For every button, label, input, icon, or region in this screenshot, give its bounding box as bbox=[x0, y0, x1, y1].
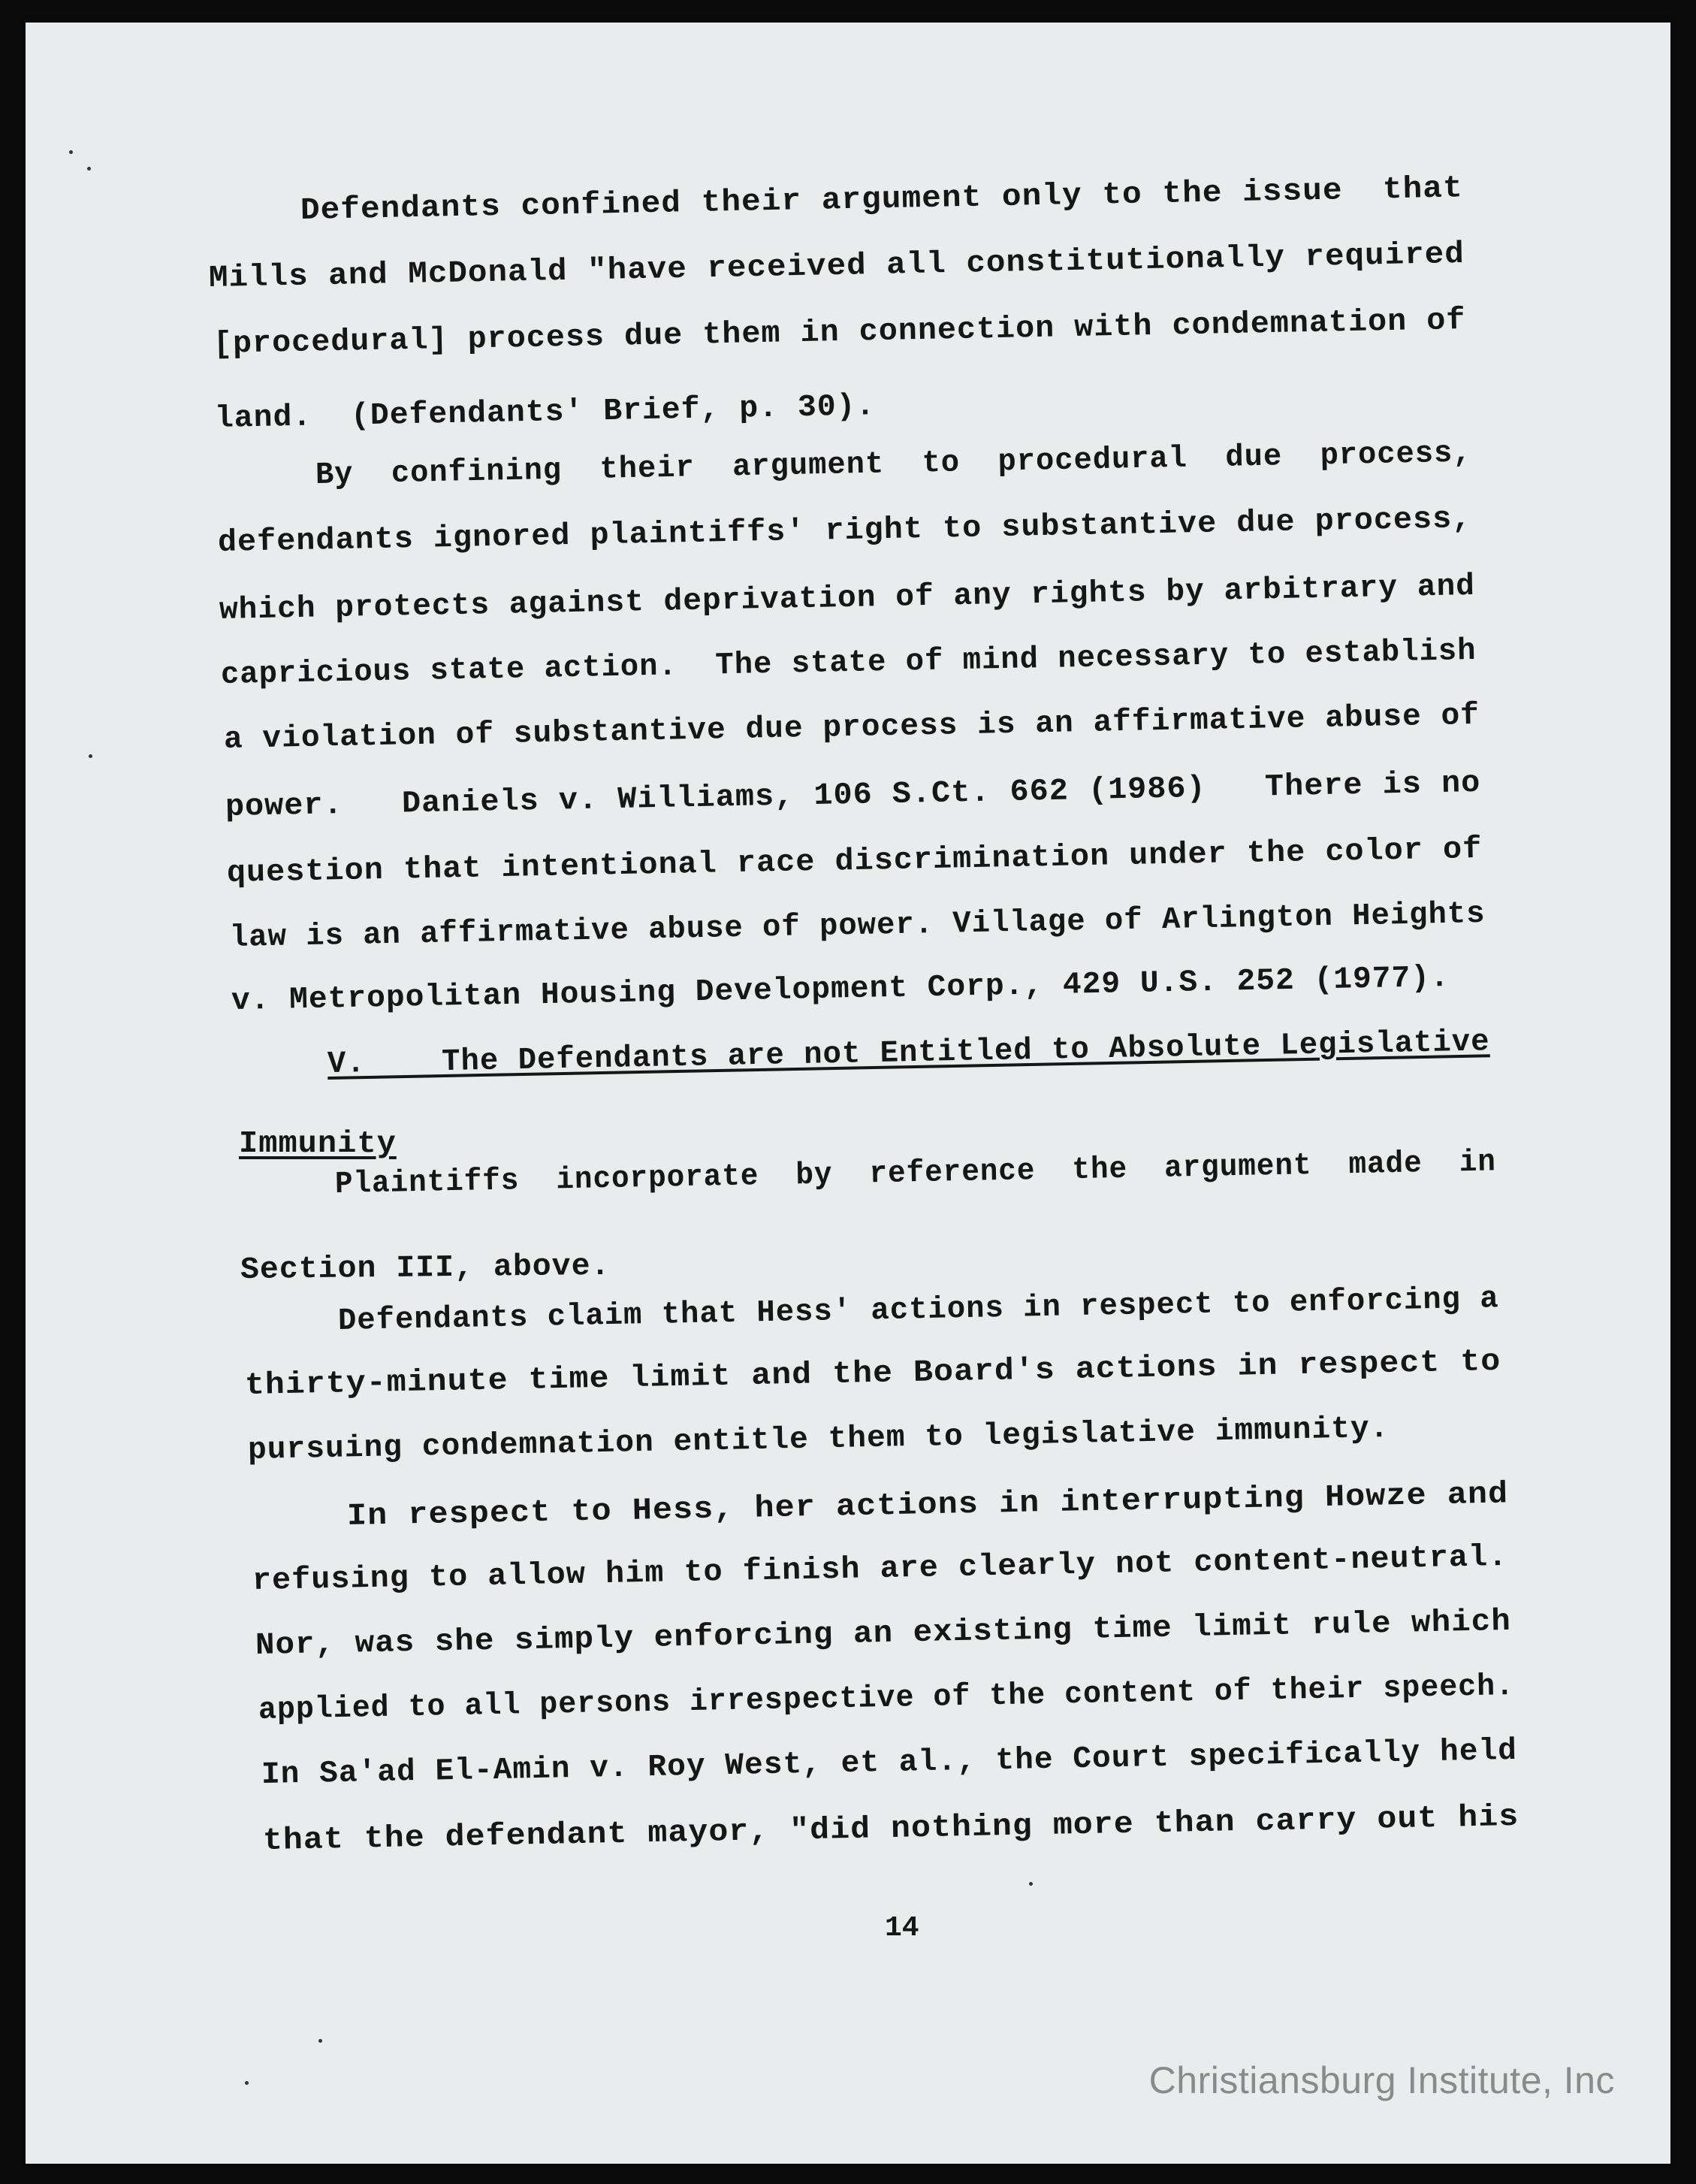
text-line: refusing to allow him to finish are clearly not content-neutral. bbox=[252, 1539, 1508, 1599]
text-line: Defendants confined their argument only to the issue that bbox=[300, 171, 1464, 228]
paper-speck bbox=[1029, 1882, 1033, 1886]
text-line-case-citation: law is an affirmative abuse of power. Village of Arlington Heights bbox=[229, 896, 1486, 956]
page-number: 14 bbox=[885, 1912, 919, 1944]
text-line: By confining their argument to procedural due process, bbox=[315, 436, 1472, 493]
text-line: question that intentional race discrimination under the color of bbox=[226, 832, 1483, 891]
paper-speck bbox=[69, 150, 73, 154]
text-line: [procedural] process due them in connection with condemnation of bbox=[213, 303, 1466, 362]
watermark: Christiansburg Institute, Inc bbox=[1148, 2059, 1615, 2101]
text-line: thirty-minute time limit and the Board's actions in respect to bbox=[244, 1344, 1501, 1403]
text-line: Nor, was she simply enforcing an existing time limit rule which bbox=[255, 1604, 1512, 1663]
text-line: defendants ignored plaintiffs' right to substantive due process, bbox=[217, 501, 1472, 560]
text-line: Defendants claim that Hess' actions in respect to enforcing a bbox=[337, 1282, 1500, 1339]
text-line: applied to all persons irrespective of the content of their speech. bbox=[258, 1669, 1515, 1728]
text-line-case-citation: In Sa'ad El-Amin v. Roy West, et al., the Court specifically held bbox=[261, 1733, 1518, 1793]
paper-speck bbox=[318, 2039, 322, 2043]
text-line-case-citation: v. Metropolitan Housing Development Corp., 429 U.S. 252 (1977). bbox=[231, 960, 1450, 1019]
paper-speck bbox=[245, 2081, 249, 2085]
paper-speck bbox=[87, 167, 91, 171]
text-line: land. (Defendants' Brief, p. 30). bbox=[214, 389, 876, 436]
section-v-heading: V. The Defendants are not Entitled to Absolute Legislative bbox=[327, 1025, 1490, 1082]
text-line-case-citation: power. Daniels v. Williams, 106 S.Ct. 662 (1986) There is no bbox=[225, 766, 1481, 825]
text-line: pursuing condemnation entitle them to legislative immunity. bbox=[247, 1411, 1390, 1468]
text-line: Plaintiffs incorporate by reference the argument made in bbox=[334, 1145, 1497, 1202]
section-v-heading-continued: Immunity bbox=[239, 1127, 397, 1161]
text-line: that the defendant mayor, "did nothing more than carry out his bbox=[262, 1799, 1519, 1859]
paper-speck bbox=[89, 754, 92, 758]
text-line: In respect to Hess, her actions in interrupting Howze and bbox=[346, 1477, 1509, 1534]
text-line: Mills and McDonald "have received all constitutionally required bbox=[208, 237, 1465, 296]
text-line: capricious state action. The state of mind necessary to establish bbox=[220, 633, 1477, 693]
text-line: a violation of substantive due process is an affirmative abuse of bbox=[223, 698, 1480, 757]
text-line: Section III, above. bbox=[240, 1249, 611, 1288]
text-line: which protects against deprivation of any rights by arbitrary and bbox=[219, 569, 1476, 628]
